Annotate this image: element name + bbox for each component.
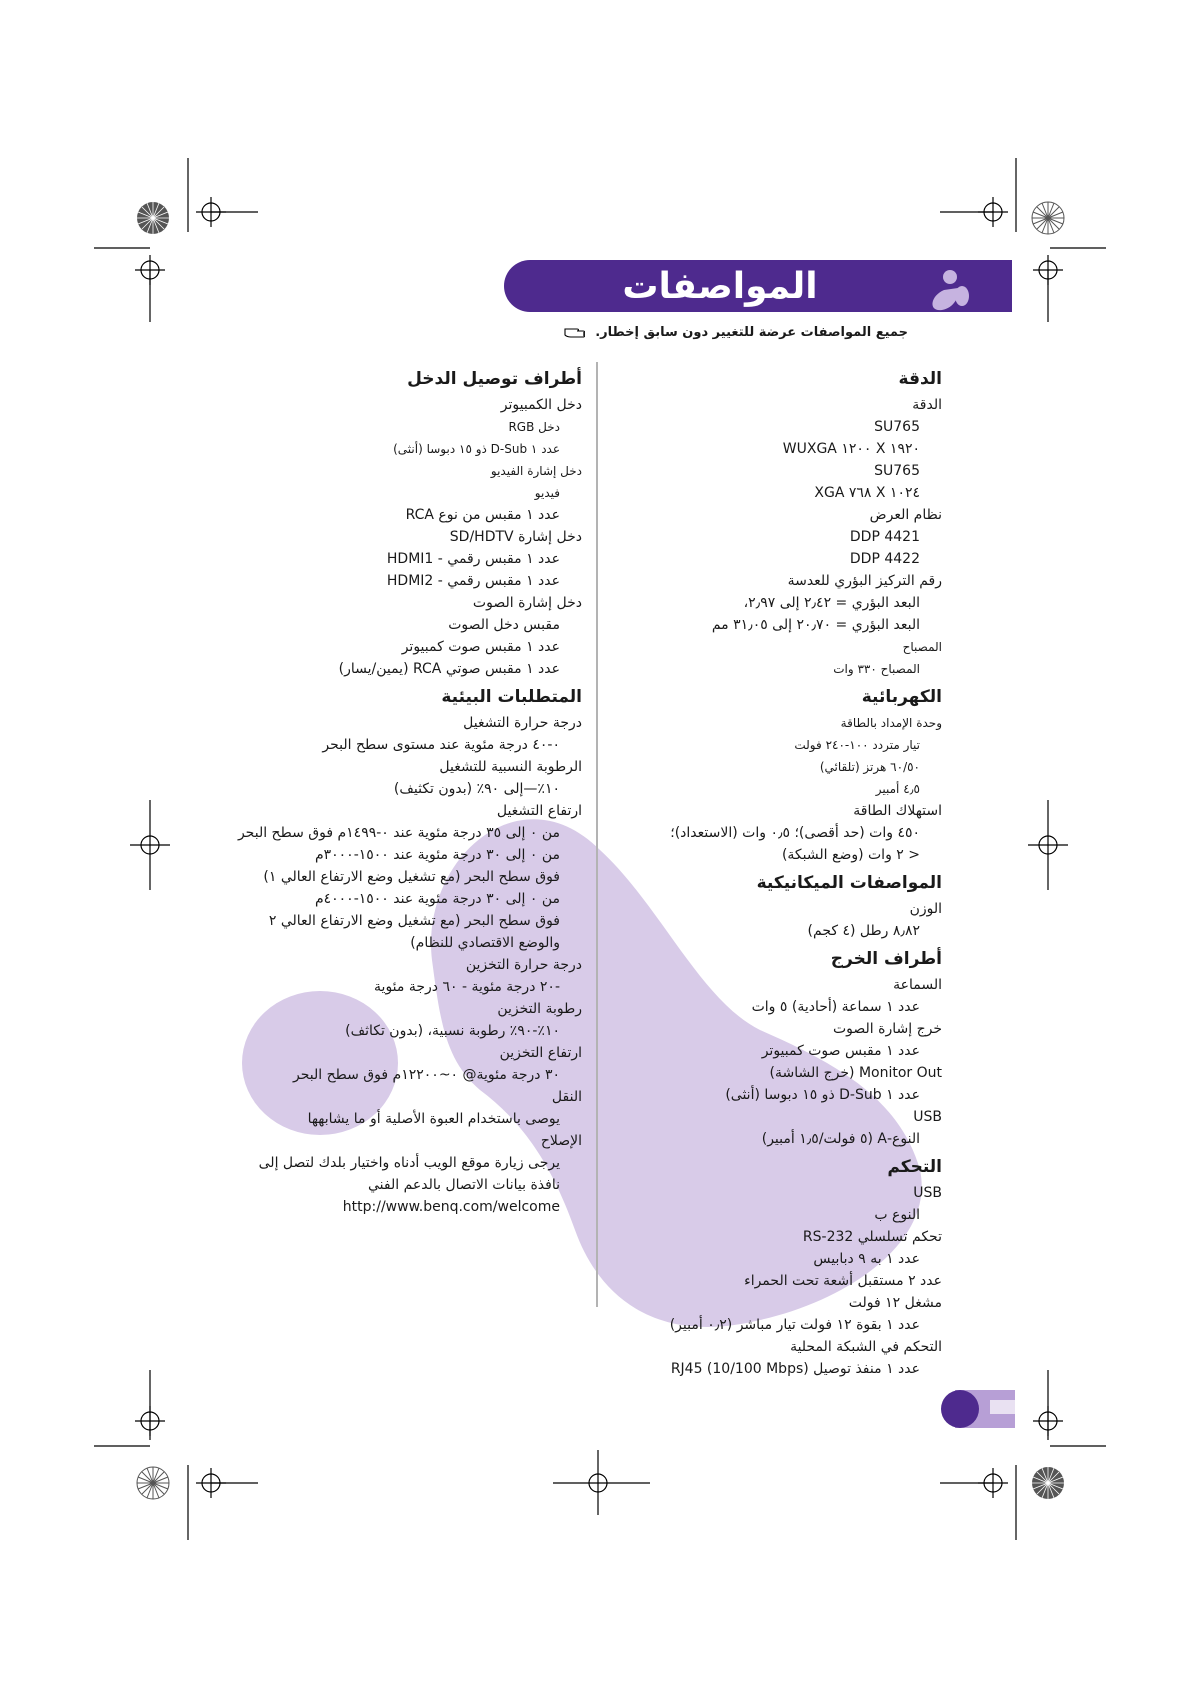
spec-line: يوصى باستخدام العبوة الأصلية أو ما يشابهها [307,1111,560,1127]
spec-line: SU765 [874,463,920,479]
spec-line: درجة حرارة التخزين [465,957,582,973]
spec-line: ١٠٢٤ X ٧٦٨ XGA [814,485,920,501]
spec-line: تيار متردد ١٠٠-٢٤٠ فولت [794,738,920,752]
section-heading: الكهربائية [861,687,942,707]
spec-line: دخل RGB [508,420,560,434]
spec-line: استهلاك الطاقة [853,803,942,819]
spec-line: Monitor Out (خرج الشاشة) [769,1065,942,1081]
spec-line: البعد البؤري = ٢٫٤٢ إلى ٢٫٩٧، [743,595,920,611]
spec-line: نظام العرض [869,507,942,523]
spec-line: خرج إشارة الصوت [832,1021,942,1037]
spec-line: -٢٠ درجة مئوية - ٦٠ درجة مئوية [374,979,560,995]
spec-line: مقبس دخل الصوت [448,617,560,633]
spec-line: عدد ١ بقوة ١٢ فولت تيار مباشر (٠٫٢ أمبير) [669,1317,920,1333]
spec-line: عدد ١ مقبس صوت كمبيوتر [401,639,560,655]
spec-line: DDP 4421 [849,529,920,545]
spec-line: < ٢ وات (وضع الشبكة) [781,847,920,863]
notice-text: جميع المواصفات عرضة للتغيير دون سابق إخطار. [595,325,908,340]
spec-line: عدد ١ مقبس رقمي - HDMI1 [386,551,560,567]
section-heading: المواصفات الميكانيكية [756,873,942,893]
spec-line: فيديو [534,486,560,500]
spec-line: عدد ١ مقبس من نوع RCA [405,507,560,523]
page-title: المواصفات [622,266,818,307]
spec-line: ١٠٪-٩٠٪ رطوبة نسبية، (بدون تكاثف) [345,1023,560,1039]
spec-line: المصباح ٣٣٠ وات [833,662,920,676]
section-heading: الدقة [898,369,942,389]
spec-line: الدقة [912,397,942,413]
spec-line: رطوبة التخزين [497,1001,582,1017]
notice-line [563,325,908,340]
spec-line: USB [913,1109,942,1125]
spec-line: ٣٠ درجة مئوية@ ٠~١٢٢٠٠م فوق سطح البحر [293,1067,560,1083]
spec-line: SU765 [874,419,920,435]
spec-line: عدد ٢ مستقبل أشعة تحت الحمراء [744,1273,942,1289]
spec-line: يرجى زيارة موقع الويب أدناه واختيار بلدك لتصل إلى نافذة بيانات الاتصال بالدعم الفني [258,1155,560,1193]
pointing-hand-icon [563,326,589,340]
spec-line: مشغل ١٢ فولت [848,1295,942,1311]
spec-line: فوق سطح البحر (مع تشغيل وضع الارتفاع العالي ٢ [268,913,560,929]
spec-line: ارتفاع التخزين [499,1045,582,1061]
specs-column-left [230,362,582,1218]
spec-line: وحدة الإمداد بالطاقة [840,716,942,730]
spec-line: ١٩٢٠ X ١٢٠٠ WUXGA [782,441,920,457]
section-heading: أطراف توصيل الدخل [407,369,582,389]
spec-line: البعد البؤري = ٢٠٫٧٠ إلى ٣١٫٠٥ مم [711,617,920,633]
spec-line: عدد ١ به ٩ دبابيس [813,1251,920,1267]
section-heading: أطراف الخرج [830,949,942,969]
spec-line: ٤٫٥ أمبير [875,782,920,796]
spec-line: ٦٠/٥٠ هرتز (تلقائي) [819,760,920,774]
spec-line: الإصلاح [540,1133,582,1149]
spec-line: عدد ١ D-Sub ذو ١٥ دبوسا (أنثى) [393,442,560,456]
spec-line: عدد ١ مقبس صوتي RCA (يمين/يسار) [338,661,560,677]
spec-line: من ٠ إلى ٣٠ درجة مئوية عند ١٥٠٠-٣٠٠٠م [314,847,560,863]
spec-line: دخل إشارة الصوت [472,595,582,611]
spec-line: النقل [551,1089,582,1105]
spec-line: درجة حرارة التشغيل [463,715,582,731]
spec-line: ارتفاع التشغيل [496,803,582,819]
support-url[interactable]: http://www.benq.com/welcome [342,1199,560,1215]
spec-line: من ٠ إلى ٣٥ درجة مئوية عند ٠-١٤٩٩م فوق سطح البحر [237,825,560,841]
spec-line: عدد ١ سماعة (أحادية) ٥ وات [751,999,920,1015]
spec-line: عدد ١ D-Sub ذو ١٥ دبوسا (أنثى) [725,1087,920,1103]
spec-line: المصباح [902,640,942,654]
spec-line: عدد ١ مقبس صوت كمبيوتر [761,1043,920,1059]
spec-line: والوضع الاقتصادي للنظام) [410,935,560,951]
spec-line: الوزن [909,901,942,917]
spec-line: النوع ب [874,1207,920,1223]
specs-column-right [612,362,942,1380]
spec-line: التحكم في الشبكة المحلية [790,1339,942,1355]
spec-line: DDP 4422 [849,551,920,567]
spec-line: USB [913,1185,942,1201]
spec-line: النوع-A (٥ فولت/١٫٥ أمبير) [761,1131,920,1147]
spec-line: عدد ١ منفذ توصيل RJ45 (10/100 Mbps) [670,1361,920,1377]
spec-line: السماعة [893,977,942,993]
spec-line: دخل الكمبيوتر [500,397,582,413]
spec-line: ٤٥٠ وات (حد أقصى)؛ ٠٫٥ وات (الاستعداد)؛ [670,825,920,841]
spec-line: ٨٫٨٢ رطل (٤ كجم) [807,923,920,939]
section-heading: المتطلبات البيئية [441,687,582,707]
spec-line: فوق سطح البحر (مع تشغيل وضع الارتفاع العالي ١) [263,869,560,885]
spec-line: رقم التركيز البؤري للعدسة [787,573,942,589]
spec-line: ٠-٤٠ درجة مئوية عند مستوى سطح البحر [322,737,560,753]
spec-line: تحكم تسلسلي RS-232 [802,1229,942,1245]
spec-line: دخل إشارة الفيديو [490,464,582,478]
spec-line: الرطوبة النسبية للتشغيل [439,759,582,775]
page-tab [941,1390,1015,1428]
spec-line: عدد ١ مقبس رقمي - HDMI2 [386,573,560,589]
section-heading: التحكم [887,1157,942,1177]
spec-line: من ٠ إلى ٣٠ درجة مئوية عند ١٥٠٠-٤٠٠٠م [314,891,560,907]
spec-line: دخل إشارة SD/HDTV [449,529,582,545]
spec-line: ١٠٪—إلى ٩٠٪ (بدون تكثيف) [393,781,560,797]
